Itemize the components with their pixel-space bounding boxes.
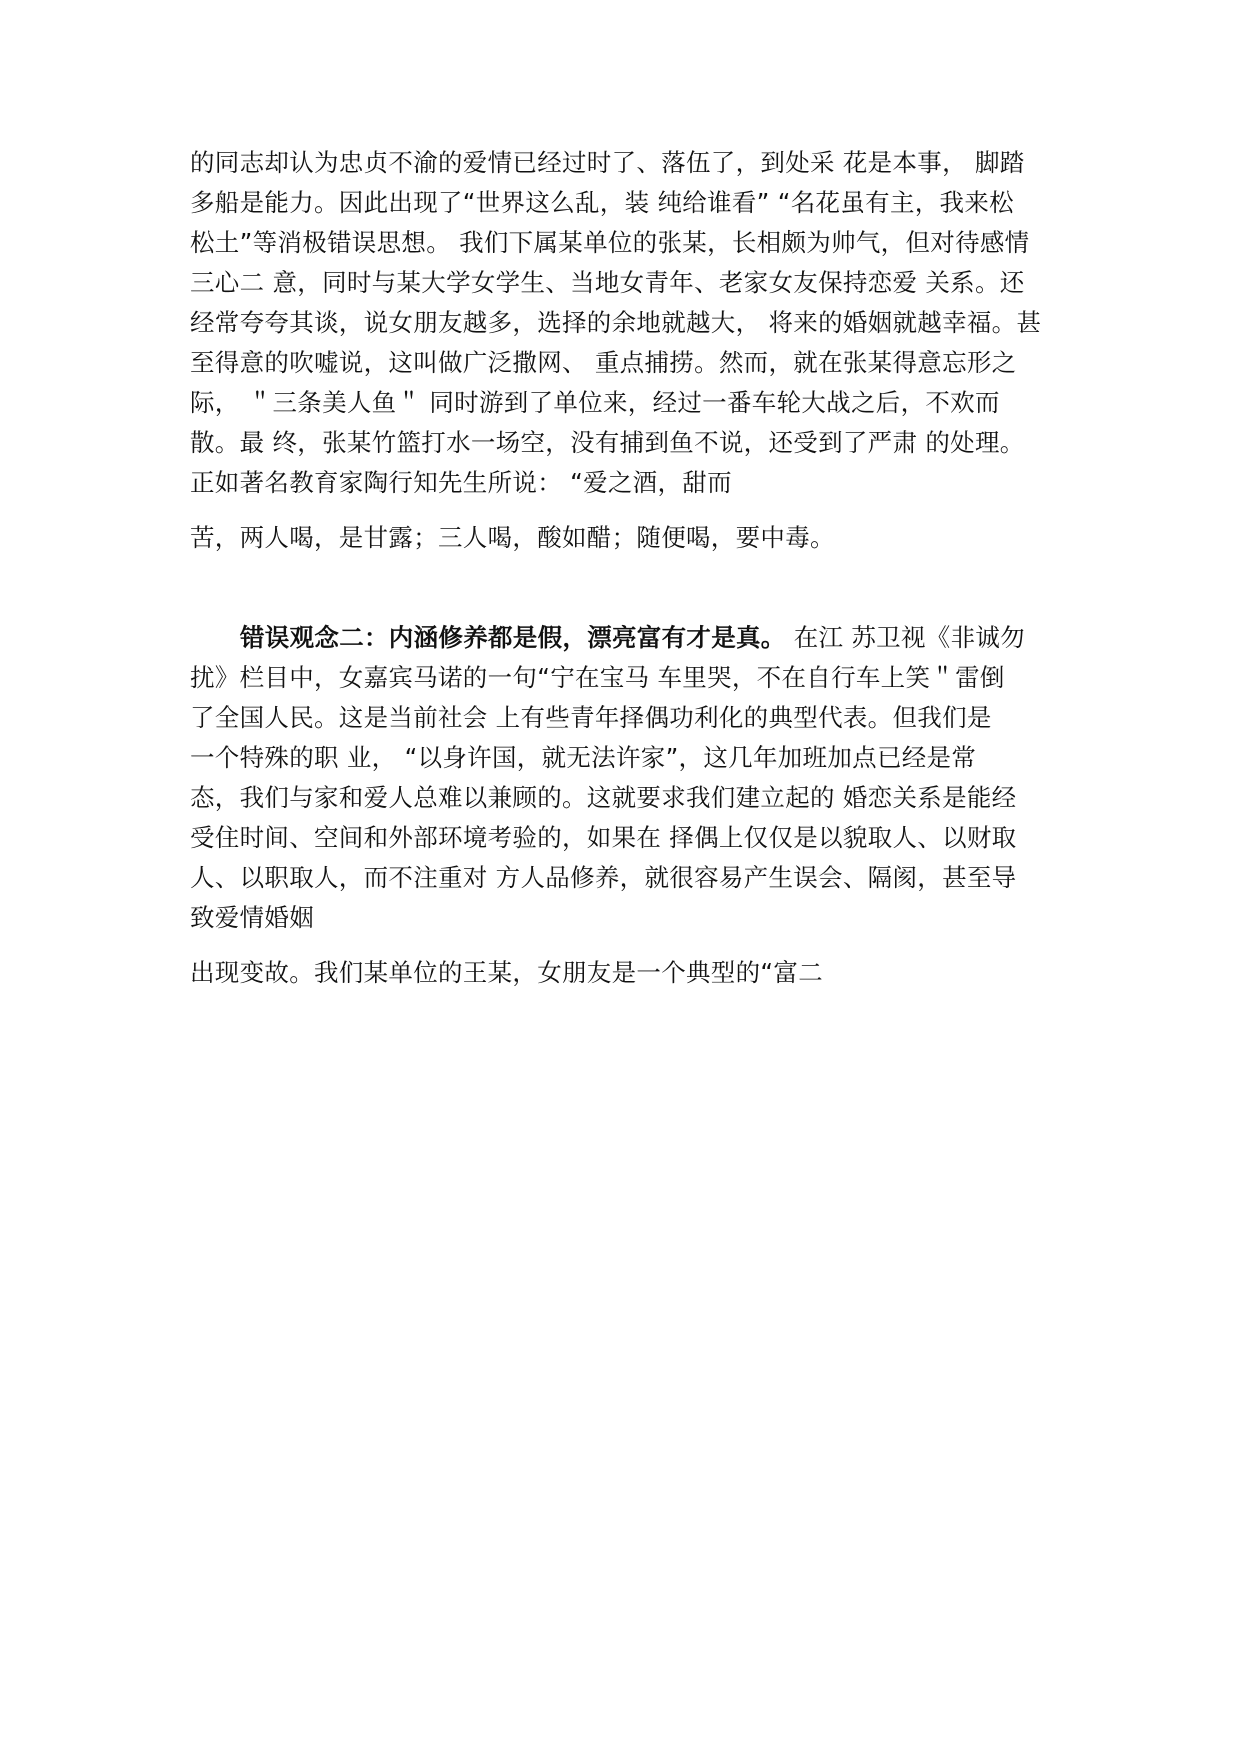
body-line: 松土”等消极错误思想。 我们下属某单位的张某，长相颇为帅气，但对待感情 bbox=[190, 228, 1030, 257]
body-line: 人、以职取人，而不注重对 方人品修养，就很容易产生误会、隔阂，甚至导 bbox=[190, 863, 1017, 892]
body-line: 出现变故。我们某单位的王某，女朋友是一个典型的“富二 bbox=[190, 958, 823, 987]
section-heading: 错误观念二：内涵修养都是假，漂亮富有才是真。 bbox=[240, 623, 786, 652]
body-line: 的同志却认为忠贞不渝的爱情已经过时了、落伍了，到处采 花是本事， 脚踏 bbox=[190, 148, 1025, 177]
body-line: 三心二 意，同时与某大学女学生、当地女青年、老家女友保持恋爱 关系。还 bbox=[190, 268, 1025, 297]
section-heading-line bbox=[240, 621, 1025, 655]
body-line: 正如著名教育家陶行知先生所说： “爱之酒，甜而 bbox=[190, 468, 732, 497]
body-line: 一个特殊的职 业， “以身许国，就无法许家”，这几年加班加点已经是常 bbox=[190, 743, 977, 772]
body-line: 经常夸夸其谈，说女朋友越多，选择的余地就越大， 将来的婚姻就越幸福。甚 bbox=[190, 308, 1042, 337]
body-line: 际， ＂三条美人鱼＂ 同时游到了单位来，经过一番车轮大战之后，不欢而 bbox=[190, 388, 1000, 417]
body-line: 扰》栏目中，女嘉宾马诺的一句“宁在宝马 车里哭，不在自行车上笑＂雷倒 bbox=[190, 663, 1005, 692]
body-line: 至得意的吹嘘说，这叫做广泛撒网、 重点捕捞。然而，就在张某得意忘形之 bbox=[190, 348, 1017, 377]
body-text: 在江 苏卫视《非诚勿 bbox=[785, 623, 1025, 652]
body-line: 了全国人民。这是当前社会 上有些青年择偶功利化的典型代表。但我们是 bbox=[190, 703, 992, 732]
body-line: 态，我们与家和爱人总难以兼顾的。这就要求我们建立起的 婚恋关系是能经 bbox=[190, 783, 1017, 812]
body-line: 苦，两人喝，是甘露；三人喝，酸如醋；随便喝，要中毒。 bbox=[190, 523, 835, 552]
body-line: 散。最 终，张某竹篮打水一场空，没有捕到鱼不说，还受到了严肃 的处理。 bbox=[190, 428, 1025, 457]
body-line: 致爱情婚姻 bbox=[190, 903, 314, 932]
body-line: 多船是能力。因此出现了“世界这么乱，装 纯给谁看” “名花虽有主，我来松 bbox=[190, 188, 1014, 217]
body-line: 受住时间、空间和外部环境考验的，如果在 择偶上仅仅是以貌取人、以财取 bbox=[190, 823, 1017, 852]
